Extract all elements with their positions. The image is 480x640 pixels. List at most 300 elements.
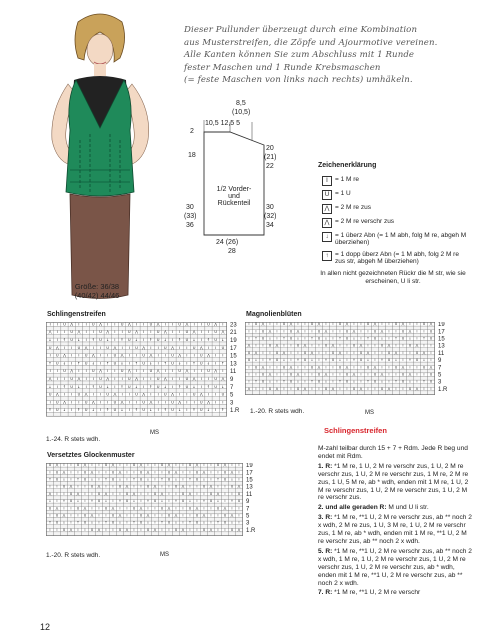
chart-symbol: ⋀ (174, 470, 178, 475)
intro-line: aus Musterstreifen, die Zöpfe und Ajourmotive vereinen. (184, 37, 438, 48)
chart-symbol: ↓ (132, 499, 136, 504)
chart-symbol: ↓ (120, 361, 124, 366)
chart-cell (166, 532, 173, 536)
chart-symbol: I (200, 330, 202, 335)
chart-symbol: I (71, 392, 73, 397)
chart-symbol: U (380, 386, 384, 391)
chart-symbol: I (150, 330, 152, 335)
chart-symbol: U (289, 336, 293, 341)
chart-symbol: ↓ (48, 499, 52, 504)
chart-symbol: ↓ (221, 338, 225, 342)
chart-symbol: I (161, 527, 163, 532)
chart-symbol: ↓ (296, 379, 300, 384)
chart-symbol: ↓ (146, 520, 150, 525)
chart-symbol: ↓ (146, 477, 150, 482)
chart-symbol: U (387, 350, 391, 355)
chart-symbol: U (153, 499, 157, 504)
chart-symbol: ⋀ (135, 377, 138, 381)
chart-symbol: ⋀ (178, 353, 182, 358)
chart-symbol: ⋀ (153, 527, 157, 532)
chart-symbol: I (85, 377, 87, 381)
chart-symbol: ↓ (178, 408, 182, 413)
chart-symbol: I (388, 329, 390, 334)
chart-cell (47, 532, 54, 536)
chart-symbol: ↑ (352, 358, 356, 363)
chart-symbol: I (186, 361, 188, 366)
chart-symbol: ⋀ (387, 386, 391, 391)
row-number-label: 7 (438, 365, 442, 372)
chart-symbol: I (210, 520, 212, 525)
chart-cell (89, 532, 96, 536)
chart-symbol: U (408, 343, 412, 348)
chart-symbol: I (99, 392, 102, 397)
chart-symbol: I (99, 353, 102, 358)
chart-symbol: ↑ (254, 379, 258, 384)
chart-symbol: U (128, 377, 131, 381)
chart-cell (194, 532, 201, 536)
chart-symbol: ⋀ (268, 372, 272, 377)
chart-symbol: I (381, 322, 383, 327)
chart-symbol: U (247, 350, 251, 355)
chart-symbol: I (248, 336, 250, 341)
chart-symbol: ⋀ (139, 506, 143, 511)
chart-symbol: I (171, 330, 174, 335)
chart-symbol: I (360, 372, 362, 377)
chart-symbol: ↓ (77, 338, 81, 342)
chart-symbol: ⋀ (97, 484, 101, 489)
chart-symbol: U (55, 520, 59, 525)
chart-symbol: ⋀ (163, 330, 167, 335)
chart-cell (302, 391, 309, 395)
chart-cell (47, 412, 54, 416)
chart-symbol: U (401, 329, 405, 334)
chart-symbol: ↓ (106, 338, 110, 342)
chart-symbol: ↓ (282, 358, 286, 363)
k2tog-tbl-symbol-icon: ⋀ (322, 218, 332, 228)
chart-symbol: I (262, 386, 264, 391)
chart-symbol: I (215, 408, 217, 413)
intro-text (184, 24, 469, 87)
chart-symbol: I (126, 506, 128, 511)
chart-cell (309, 391, 316, 395)
chart-symbol: I (105, 513, 107, 518)
chart-symbol: I (63, 463, 65, 468)
chart-symbol: ⋀ (429, 365, 433, 370)
chart-symbol: I (304, 336, 306, 341)
chart-symbol: U (149, 322, 153, 327)
chart-cell (75, 532, 82, 536)
chart-symbol: I (186, 353, 188, 358)
chart-cell (274, 391, 281, 395)
chart-symbol: I (423, 372, 425, 377)
dim-right-low-3: 34 (266, 222, 274, 229)
chart-symbol: I (128, 392, 130, 397)
chart-symbol: U (275, 350, 279, 355)
chart-symbol: I (238, 506, 240, 511)
chart-symbol: U (185, 384, 189, 389)
chart-symbol: I (114, 338, 116, 342)
chart-symbol: ⋀ (401, 365, 405, 370)
chart-symbol: ↓ (207, 408, 210, 413)
chart-symbol: I (49, 470, 51, 475)
chart-symbol: U (171, 400, 174, 405)
chart-symbol: U (139, 477, 143, 482)
chart-symbol: I (339, 329, 341, 334)
chart-symbol: U (142, 400, 145, 405)
chart-symbol: ⋀ (153, 484, 157, 489)
chart-symbol: I (262, 343, 264, 348)
chart-symbol: I (164, 400, 166, 405)
chart-symbol: I (140, 499, 142, 504)
chart-symbol: ⋀ (118, 470, 122, 475)
chart-symbol: I (430, 343, 432, 348)
chart-symbol: I (332, 379, 334, 384)
row-text: *1 M re, 1 U, 2 M re verschr zus, 1 U, 2 M re verschr zus, 1 U, 2 M re verschr zus, 1 M re, 2 M re zus, 1 U, 5 M re, ab * wdh, enden mit 1 M re, 1 U, 2 M re verschr zus, 1 U, 2 M re verschr zus, 1 U, 2 M re verschr zus. (318, 462, 469, 502)
chart-symbol: U (188, 506, 192, 511)
chart-symbol: U (92, 322, 95, 327)
chart-symbol: U (128, 338, 131, 342)
chart-symbol: ↓ (135, 384, 138, 389)
chart-symbol: U (84, 361, 88, 366)
chart-cell (212, 412, 219, 416)
chart-symbol: ↑ (394, 336, 398, 341)
chart-symbol: I (196, 527, 198, 532)
chart-symbol: U (207, 322, 210, 327)
chart-symbol: ↑ (310, 336, 314, 341)
chart-symbol: I (140, 491, 142, 496)
chart-symbol: I (112, 491, 114, 496)
chart-symbol: I (98, 513, 100, 518)
row-text: *1 M re, **1 U, 2 M re verschr (332, 589, 421, 597)
chart-symbol: ↓ (174, 477, 178, 482)
row-text: M und U li str. (386, 504, 429, 512)
chart-symbol: ⋀ (380, 372, 384, 377)
chart-symbol: U (156, 377, 160, 381)
chart-symbol: ⋀ (156, 322, 160, 327)
chart-cell (104, 412, 111, 416)
chart-symbol: I (367, 372, 369, 377)
chart-symbol: ↑ (48, 361, 52, 366)
chart-symbol: I (231, 491, 233, 496)
chart-symbol: I (70, 463, 72, 468)
chart-symbol: ↓ (104, 499, 108, 504)
row-number-label: 1.R (230, 408, 240, 415)
chart-symbol: U (275, 358, 279, 363)
chart-symbol: U (171, 408, 174, 413)
chart-symbol: ↓ (149, 361, 153, 366)
chart-symbol: I (49, 369, 51, 374)
chart-symbol: I (196, 499, 198, 504)
chart-cell (372, 391, 379, 395)
chart-cell (75, 412, 82, 416)
chart-cell (386, 391, 393, 395)
chart-symbol: I (367, 386, 369, 391)
chart-symbol: ↑ (104, 520, 108, 525)
chart-symbol: U (104, 463, 108, 468)
legend-title: Zeichenerklärung (318, 162, 377, 169)
chart-symbol: ⋀ (99, 369, 102, 374)
chart-symbol: I (70, 513, 72, 518)
chart-symbol: I (325, 365, 327, 370)
pattern-row-1 (318, 463, 473, 503)
ms-label: MS (365, 410, 374, 416)
chart-symbol: ⋀ (167, 463, 171, 468)
chart-symbol: ↓ (91, 361, 95, 366)
chart-symbol: ⋀ (408, 372, 412, 377)
chart-symbol: I (311, 343, 313, 348)
chart-symbol: I (381, 365, 383, 370)
chart-symbol: ⋀ (185, 369, 189, 374)
chart-symbol: I (92, 392, 94, 397)
chart-cell (176, 412, 183, 416)
chart-symbol: U (303, 350, 307, 355)
chart-symbol: U (185, 330, 189, 335)
chart-symbol: ↑ (380, 358, 384, 363)
chart-symbol: U (139, 470, 143, 475)
chart-symbol: I (78, 322, 80, 327)
chart-symbol: U (132, 506, 136, 511)
chart-symbol: I (78, 400, 80, 405)
chart-symbol: U (303, 358, 307, 363)
chart-symbol: I (56, 491, 58, 496)
chart-symbol: U (113, 408, 117, 413)
chart-symbol: I (135, 353, 138, 358)
chart-symbol: I (276, 322, 278, 327)
chart-symbol: I (114, 369, 116, 374)
chart-symbol: ⋀ (62, 470, 66, 475)
legend-note: In allen nicht gezeichneten Rückr die M str, wie sie erscheinen, U li str. (320, 269, 466, 285)
skp-symbol-icon: ↓ (322, 232, 332, 242)
chart-symbol: ⋀ (106, 377, 110, 381)
chart-cell (205, 412, 212, 416)
chart-symbol: I (430, 358, 432, 363)
chart-symbol: I (207, 377, 210, 381)
chart-symbol: I (402, 350, 404, 355)
chart-symbol: ⋀ (415, 386, 419, 391)
chart-symbol: ⋀ (127, 322, 131, 327)
chart-glockenmuster (46, 463, 266, 543)
chart-symbol: I (360, 365, 362, 370)
chart-symbol: I (78, 369, 80, 374)
chart-symbol: ⋀ (192, 377, 196, 381)
chart-symbol: ↓ (221, 384, 225, 389)
chart-symbol: U (153, 491, 157, 496)
legend-text: = 2 M re zus (335, 203, 371, 211)
chart-symbol: I (171, 338, 174, 342)
row-number-label: 19 (230, 338, 237, 344)
chart-symbol: ⋀ (429, 322, 433, 327)
chart-symbol: ⋀ (247, 343, 251, 348)
chart-symbol: I (290, 350, 292, 355)
chart-symbol: I (98, 520, 100, 525)
chart-symbol: I (92, 330, 94, 335)
chart-symbol: ↑ (188, 520, 192, 525)
chart-symbol: I (56, 499, 58, 504)
chart-symbol: I (150, 392, 152, 397)
chart-symbol: U (63, 369, 66, 374)
chart-symbol: U (429, 372, 433, 377)
chart-symbol: ⋀ (214, 322, 218, 327)
chart-cell (145, 532, 152, 536)
chart-symbol: I (147, 506, 149, 511)
pattern-row-5 (318, 548, 473, 588)
chart-symbol: U (135, 345, 138, 350)
chart-symbol: I (402, 343, 404, 348)
chart-symbol: ↓ (118, 520, 122, 525)
chart-symbol: I (360, 329, 362, 334)
chart-cell (183, 412, 190, 416)
chart-symbol: I (105, 470, 107, 475)
dim-right-top-1: 20 (266, 145, 274, 152)
chart-symbol: ⋀ (289, 365, 293, 370)
chart-cell (152, 532, 159, 536)
chart-symbol: I (171, 377, 174, 381)
chart-symbol: I (150, 377, 152, 381)
chart-symbol: I (63, 506, 65, 511)
chart-symbol: I (409, 322, 411, 327)
chart-symbol: ↑ (104, 477, 108, 482)
chart-symbol: U (254, 322, 258, 327)
chart-symbol: ⋀ (408, 329, 412, 334)
chart-symbol: I (210, 506, 212, 511)
chart-symbol: I (304, 379, 306, 384)
chart-symbol: I (56, 384, 58, 389)
dim-right-low-2: (32) (264, 213, 277, 220)
chart-symbol: I (157, 408, 159, 413)
chart-symbol: ⋀ (55, 463, 59, 468)
chart-symbol: I (84, 484, 86, 489)
chart-symbol: ⋀ (188, 491, 192, 496)
chart-symbol: ↑ (422, 336, 426, 341)
chart-symbol: I (207, 345, 210, 350)
chart-symbol: I (164, 322, 166, 327)
chart-symbol: I (318, 386, 320, 391)
chart-symbol: ⋀ (63, 353, 66, 358)
legend-row (318, 204, 468, 214)
legend-row (318, 232, 468, 247)
chart-symbol: ↑ (163, 361, 167, 366)
chart-symbol: I (164, 369, 166, 374)
chart-symbol: ⋀ (237, 484, 241, 489)
chart-symbol: ⋀ (113, 345, 117, 350)
chart-symbol: I (179, 330, 181, 335)
chart-symbol: I (126, 513, 128, 518)
row-number-label: 7 (230, 384, 234, 391)
chart-symbol: ⋀ (77, 330, 81, 335)
chart-cell (110, 532, 117, 536)
chart-symbol: ↓ (188, 499, 192, 504)
chart-symbol: I (283, 343, 285, 348)
chart-symbol: I (168, 491, 170, 496)
legend-text: = 2 M re verschr zus (335, 217, 395, 225)
chart-symbol: ↓ (160, 499, 164, 504)
chart-symbol: ↓ (48, 338, 52, 342)
chart-symbol: U (146, 527, 150, 532)
dim-right-low-1: 30 (266, 204, 274, 211)
chart-cell (140, 412, 147, 416)
chart-symbol: I (193, 369, 195, 374)
chart-symbol: ⋀ (91, 400, 95, 405)
chart-symbol: ↓ (324, 379, 328, 384)
chart-symbol: ⋀ (331, 343, 335, 348)
chart-symbol: ⋀ (178, 400, 182, 405)
chart-symbol: ↓ (408, 379, 412, 384)
chart-symbol: U (70, 330, 73, 335)
chart-symbol: I (63, 392, 66, 397)
knit-symbol-icon: I (322, 176, 332, 186)
chart-symbol: I (128, 353, 130, 358)
chart-symbol: ⋀ (139, 463, 143, 468)
chart-symbol: ⋀ (167, 506, 171, 511)
dim-left-mid: 18 (188, 152, 196, 159)
chart-symbol: ↑ (132, 520, 136, 525)
chart-symbol: I (248, 329, 250, 334)
chart-symbol: I (126, 477, 128, 482)
chart-symbol: I (283, 329, 285, 334)
chart-symbol: ⋀ (261, 365, 265, 370)
row-label: 2. und alle geraden R: (318, 504, 387, 512)
chart-symbol: I (210, 513, 212, 518)
chart-cell (351, 391, 358, 395)
chart-symbol: I (98, 506, 100, 511)
chart-symbol: I (193, 322, 195, 327)
pattern-instructions (318, 445, 473, 599)
chart-cell (407, 391, 414, 395)
chart-symbol: ↑ (324, 358, 328, 363)
chart-symbol: ⋀ (63, 400, 66, 405)
chart-symbol: I (269, 365, 271, 370)
chart-symbol: ⋀ (345, 322, 349, 327)
chart-symbol: ⋀ (317, 322, 321, 327)
chart-symbol: I (215, 345, 217, 350)
chart-symbol: ↓ (192, 384, 196, 389)
chart-symbol: ↓ (174, 520, 178, 525)
chart-cell (82, 532, 89, 536)
chart-symbol: I (269, 322, 271, 327)
chart-symbol: U (125, 499, 129, 504)
chart-symbol: U (366, 365, 370, 370)
chart-symbol: ↑ (188, 477, 192, 482)
chart-symbol: I (107, 369, 109, 374)
chart-symbol: U (200, 408, 203, 413)
chart-symbol: U (310, 322, 314, 327)
chart-symbol: I (353, 322, 355, 327)
chart-symbol: U (111, 513, 115, 518)
chart-symbol: U (113, 361, 117, 366)
chart-symbol: I (346, 350, 348, 355)
chart-symbol: ↓ (76, 499, 80, 504)
chart-symbol: I (175, 491, 177, 496)
chart-symbol: I (217, 484, 219, 489)
chart-symbol: ⋀ (247, 386, 251, 391)
chart-symbol: I (409, 365, 411, 370)
chart-symbol: I (182, 506, 184, 511)
chart-symbol: ⋀ (359, 386, 363, 391)
dim-top-b: (10,5) (232, 109, 251, 116)
chart-symbol: I (318, 350, 320, 355)
chart-symbol: ⋀ (289, 322, 293, 327)
chart-symbol: ⋀ (192, 330, 196, 335)
chart-symbol: I (388, 336, 390, 341)
chart-cell (61, 532, 68, 536)
chart-cell (54, 532, 61, 536)
chart-symbol: I (210, 477, 212, 482)
chart-symbol: I (91, 463, 93, 468)
chart-symbol: ↑ (149, 338, 153, 342)
dim-left-top: 2 (190, 128, 194, 135)
chart-symbol: ↑ (282, 336, 286, 341)
chart-symbol: I (114, 322, 116, 327)
